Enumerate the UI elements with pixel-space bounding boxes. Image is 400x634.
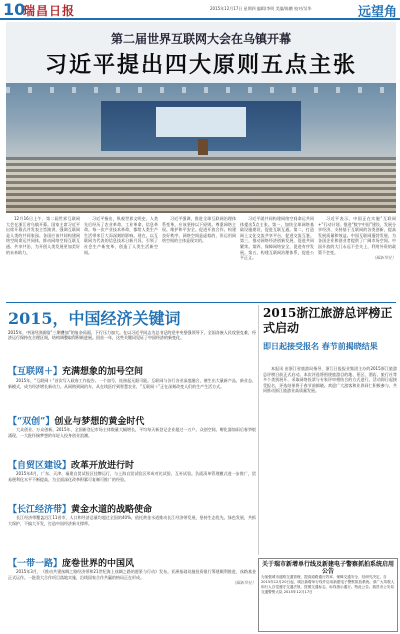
lectern [198,139,208,155]
section-2-tag: 【“双创”】 [8,417,55,427]
stage-screen [156,107,246,137]
section-1-tag: 【互联网＋】 [8,367,63,377]
lead-column-3 [162,216,236,300]
section-4-tag: 【长江经济带】 [8,505,72,515]
dateline: 2015年12月17日 星期四 编辑/李明 美编/陈鹏 校对/吴华 [210,6,312,11]
notice-title: 关于瑞市新增单行线及新建电子警察抓拍系统启用公告 [261,561,394,575]
section-3-tag: 【自贸区建设】 [8,461,72,471]
column-divider [258,305,259,555]
economy-intro: 2015年，中国经济面临“三期叠加”的复杂局面，下行压力加大。在以习近平同志为总书记的党中央坚强领导下，全国各族人民攻坚克难，经济运行保持在合理区间，结构调整取得积极进展。回首一年，这些关键词见证了中国经济的新变化。 [8,330,256,341]
lead-signature: （据新华社） [372,255,396,261]
section-4-heading: 黄金水道的战略使命 [71,505,153,515]
masthead [0,0,400,20]
economy-title: 2015，中国经济关键词 [8,309,181,328]
section-3-heading: 改革开放进行时 [71,461,135,471]
economy-section-4-heading [8,502,152,515]
lead-kicker: 第二届世界互联网大会在乌镇开幕 [110,32,291,46]
traffic-notice-box [258,558,398,632]
lead-col2-text: 习近平指出，纵观世界文明史，人类先后经历了农业革命、工业革命、信息革命。每一次产业技术革命，都给人类生产生活带来巨大而深刻的影响。现在，以互联网为代表的信息技术日新月异，引领了社会生产新变革，创造了人类生活新空间。 [84,216,158,255]
economy-section-4-body [8,515,256,545]
section-1-text: 2015年，“互联网＋”首次写入政府工作报告。一个加号，连接起无限可能。互联网与各行各业深度融合，催生出大量新产品、新业态、新模式，成为经济增长新动力。从网购到网约车，从在线医疗到智慧农业，“互联网＋”正在深刻改变人们的生产生活方式。 [8,378,256,389]
lead-col4-text: 习近平就共同构建网络空间命运共同体提出5点主张。第一，加快全球网络基础设施建设，促进互联互通。第二，打造网上文化交流共享平台，促进交流互鉴。第三，推动网络经济创新发展，促进共同繁荣。第四，保障网络安全，促进有序发展。第五，构建互联网治理体系，促进公平正义。 [240,216,314,261]
section-tag: 远望角 [357,5,397,20]
lead-title: 习近平提出四大原则五点主张 [44,52,357,78]
page-number: 10 [3,0,26,19]
economy-section-2-heading [8,414,144,427]
section-divider [6,302,396,303]
audience-rows [6,157,396,213]
lead-column-1 [6,216,80,300]
lead-column-2 [84,216,158,300]
ceiling-lights [6,87,396,93]
tourism-deck: 即日起接受报名 春节前揭晓结果 [263,342,378,351]
tourism-text: 本报讯 由浙江省旅游局指导、浙江日报报业集团主办的2015浙江旅游总评榜日前正式启动。本次评选将围绕旅游目的地、景区、酒店、旅行社等多个类别展开，采取网络投票与专家评审相结合的方式进行。活动即日起接受报名，评选结果将于春节前揭晓。欢迎广大游客和业界同仁积极参与，共同推动浙江旅游业高质量发展。 [263,366,397,394]
tourism-title: 2015浙江旅游总评榜正式启动 [263,306,393,335]
tourism-body [263,366,397,554]
section-4-text: 长江经济带覆盖沿江11省市，人口和经济总量均超过全国的40%。依托黄金水道推动长江经济带发展，坚持生态优先、绿色发展，共抓大保护，不搞大开发，打造中国经济新支撑带。 [8,515,256,526]
economy-section-2-body [8,427,256,457]
section-1-heading: 充满想象的加号空间 [62,367,144,377]
economy-section-1-body [8,378,256,412]
lead-col5-text: 习近平表示，中国正在实施“互联网+”行动计划，推进“数字中国”建设，发展分享经济，支持基于互联网的各类创新，提高发展质量和效益。中国互联网蓬勃发展，为各国企业和创业者提供了广阔市场空间。中国开放的大门永远不会关上，利用外资的政策不会变。 [318,216,396,255]
lead-photo [6,83,396,213]
economy-section-3-heading [8,458,134,471]
notice-body: 为加强城市道路交通管理，提高道路通行效率，保障交通安全，经研究决定，自2015年12月20日起，城区新增单行线并启用新建电子警察抓拍系统。请广大驾驶人和行人自觉遵守交通法规，按照交通标志、标线指示通行。特此公告。瑞昌市公安局交通警察大队 2015年12月17日 [261,575,395,594]
section-5-tag: 【一带一路】 [8,559,63,569]
section-5-text: 2015年3月，《推动共建丝绸之路经济带和21世纪海上丝绸之路的愿景与行动》发布。亚洲基础设施投资银行筹建顺利推进，丝路基金正式运作。一批重大合作项目落地实施，沿线国家合作共赢的格局正在形成。 [8,569,256,580]
economy-signature: （据新华社） [232,580,256,586]
economy-section-3-body [8,471,256,501]
lead-col1-text: 12月16日上午，第二届世界互联网大会在浙江省乌镇开幕。国家主席习近平出席开幕式并发表主旨演讲，强调互联网是人类的共同家园。各国应该共同构建网络空间命运共同体，推动网络空间互联互通、共享共治，为开创人类发展更加美好的未来助力。 [6,216,80,255]
lead-column-4 [240,216,314,300]
economy-section-1-heading [8,364,143,377]
section-3-text: 2015年4月，广东、天津、福建自贸试验区挂牌运行，与上海自贸试验区形成对比试验、互补试验。负面清单管理模式进一步推广，贸易便利化水平不断提高，为全面深化改革积累可复制可推广的经验。 [8,471,256,482]
section-2-text: 大众创业、万众创新。2015年，全国新登记市场主体数量大幅增长，平均每天新登记企业超过一万户。众创空间、孵化器如雨后春笋般涌现，一大批怀揣梦想的年轻人投身创业浪潮。 [8,427,256,438]
economy-section-5-heading [8,556,134,569]
section-2-heading: 创业与梦想的黄金时代 [54,417,145,427]
paper-name-logo: 瑞昌日报 [23,4,76,18]
economy-section-5-body [8,569,256,629]
lead-col3-text: 习近平强调，推进全球互联网治理体系变革，应该坚持以下原则。尊重网络主权。维护和平安全。促进开放合作。构建良好秩序。网络空间是虚拟的，但运用网络空间的主体是现实的。 [162,216,236,244]
lead-column-5 [318,216,396,300]
section-5-heading: 庞卷世界的中国风 [62,559,135,569]
lead-headline-box [6,22,396,84]
